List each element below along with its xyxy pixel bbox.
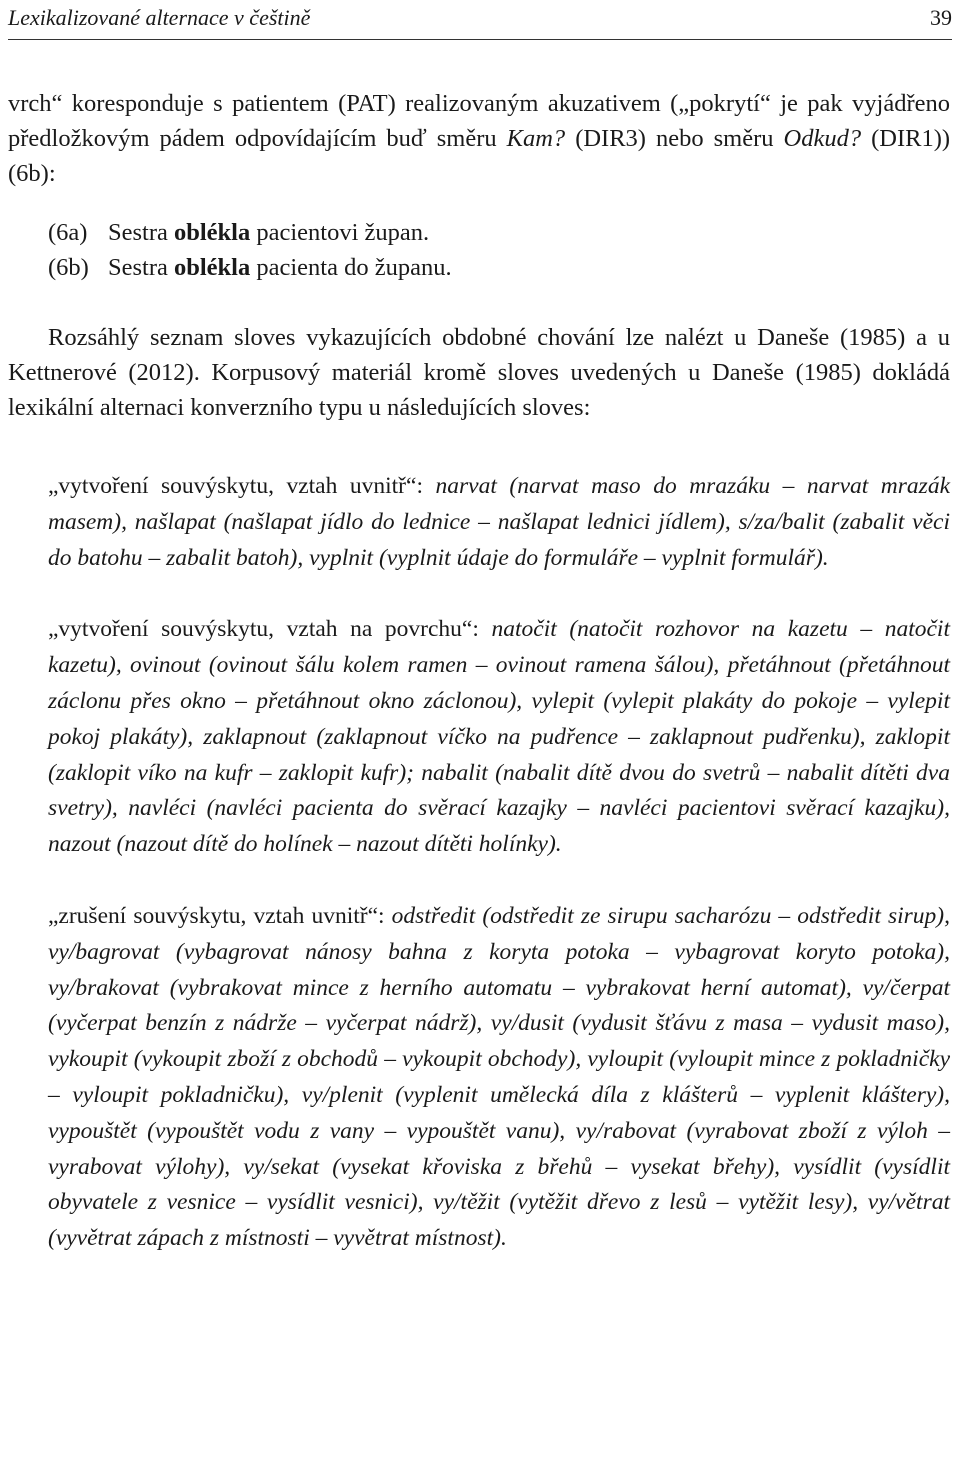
example-number: (6b) — [48, 254, 89, 281]
page-body — [8, 86, 950, 1257]
semantic-block-surface-create — [8, 612, 950, 863]
block-lead: „vytvoření souvýskytu, vztah uvnitř“: — [48, 473, 436, 499]
example-pre: Sestra — [108, 254, 174, 281]
block-body: natočit (natočit rozhovor na kazetu – natočit kazetu), ovinout (ovinout šálu kolem ramen – ovinout ramena šálou), přetáhnout (přetáhnout záclonu přes okno – přetáhnout okno záclonou), vylepit (vylepit plakáty do pokoje – vylepit pokoj plakáty), zaklapnout (zaklapnout víčko na pudřence – zaklapnout pudřenku), zaklopit (zaklopit víko na kufr – zaklopit kufr); nabalit (nabalit dítě dvou do svetrů – nabalit dítěti dva svetry), navléci (navléci pacienta do svěrací kazajky – navléci pacientovi svěrací kazajku), nazout (nazout dítě do holínek – nazout dítěti holínky). — [48, 616, 950, 858]
example-pre: Sestra — [108, 219, 174, 246]
semantic-block-inside-create — [8, 469, 950, 576]
example-post: pacienta do županu. — [250, 254, 452, 281]
example-number: (6a) — [48, 219, 88, 246]
page-number: 39 — [930, 5, 952, 30]
semantic-block-inside-remove — [8, 899, 950, 1257]
running-title: Lexikalizované alternace v češtině — [8, 5, 311, 30]
paragraph-survey: Rozsáhlý seznam sloves vykazujících obdobné chování lze nalézt u Daneše (1985) a u Kettnerové (2012). Korpusový materiál kromě sloves uvedených u Daneše (1985) dokládá lexikální alternaci konverzního typu u následujících sloves: — [8, 324, 950, 421]
block-body: narvat (narvat maso do mrazáku – narvat mrazák masem), našlapat (našlapat jídlo do lednice – našlapat lednici jídlem), s/za/balit (zabalit věci do batohu – zabalit batoh), vyplnit (vyplnit údaje do formuláře – vyplnit formulář). — [48, 473, 950, 571]
p1-text-3: (DIR1)) (6b): — [8, 125, 951, 187]
p1-kam: Kam? — [506, 125, 566, 152]
p1-odkud: Odkud? — [783, 125, 862, 152]
running-header — [8, 0, 952, 36]
example-verb: oblékla — [174, 219, 251, 246]
example-6b — [48, 250, 950, 285]
example-list — [8, 215, 950, 285]
header-rule — [8, 39, 952, 40]
paragraph-continuation — [8, 86, 950, 191]
example-post: pacientovi župan. — [250, 219, 430, 246]
block-lead: „zrušení souvýskytu, vztah uvnitř“: — [48, 902, 392, 929]
p1-text-2: (DIR3) nebo směru — [565, 125, 784, 152]
block-lead: „vytvoření souvýskytu, vztah na povrchu“: — [48, 616, 492, 643]
p1-text-1: vrch“ koresponduje s patientem (PAT) realizovaným akuzativem („pokrytí“ je pak vyjádřeno předložkovým pádem odpovídajícím buď směru — [8, 90, 950, 152]
block-body: odstředit (odstředit ze sirupu sacharózu – odstředit sirup), vy/bagrovat (vybagrovat nánosy bahna z koryta potoka – vybagrovat koryto potoka), vy/brakovat (vybrakovat mince z herního automatu – vybrakovat herní automat), vy/čerpat (vyčerpat benzín z nádrže – vyčerpat nádrž), vy/dusit (vydusit šťávu z masa – vydusit maso), vykoupit (vykoupit zboží z obchodů – vykoupit obchody), vyloupit (vyloupit mince z pokladničky – vyloupit pokladničku), vy/plenit (vyplenit umělecká díla z klášterů – vyplenit kláštery), vypouštět (vypouštět vodu z vany – vypouštět vanu), vy/rabovat (vyrabovat zboží z výloh – vyrabovat výlohy), vy/sekat (vysekat křoviska z břehů – vysekat břehy), vysídlit (vysídlit obyvatele z vesnice – vysídlit vesnici), vy/těžit (vytěžit dřevo z lesů – vytěžit lesy), vy/větrat (vyvětrat zápach z místnosti – vyvětrat místnost). — [48, 902, 950, 1252]
example-6a — [48, 215, 950, 250]
example-verb: oblékla — [174, 254, 251, 281]
